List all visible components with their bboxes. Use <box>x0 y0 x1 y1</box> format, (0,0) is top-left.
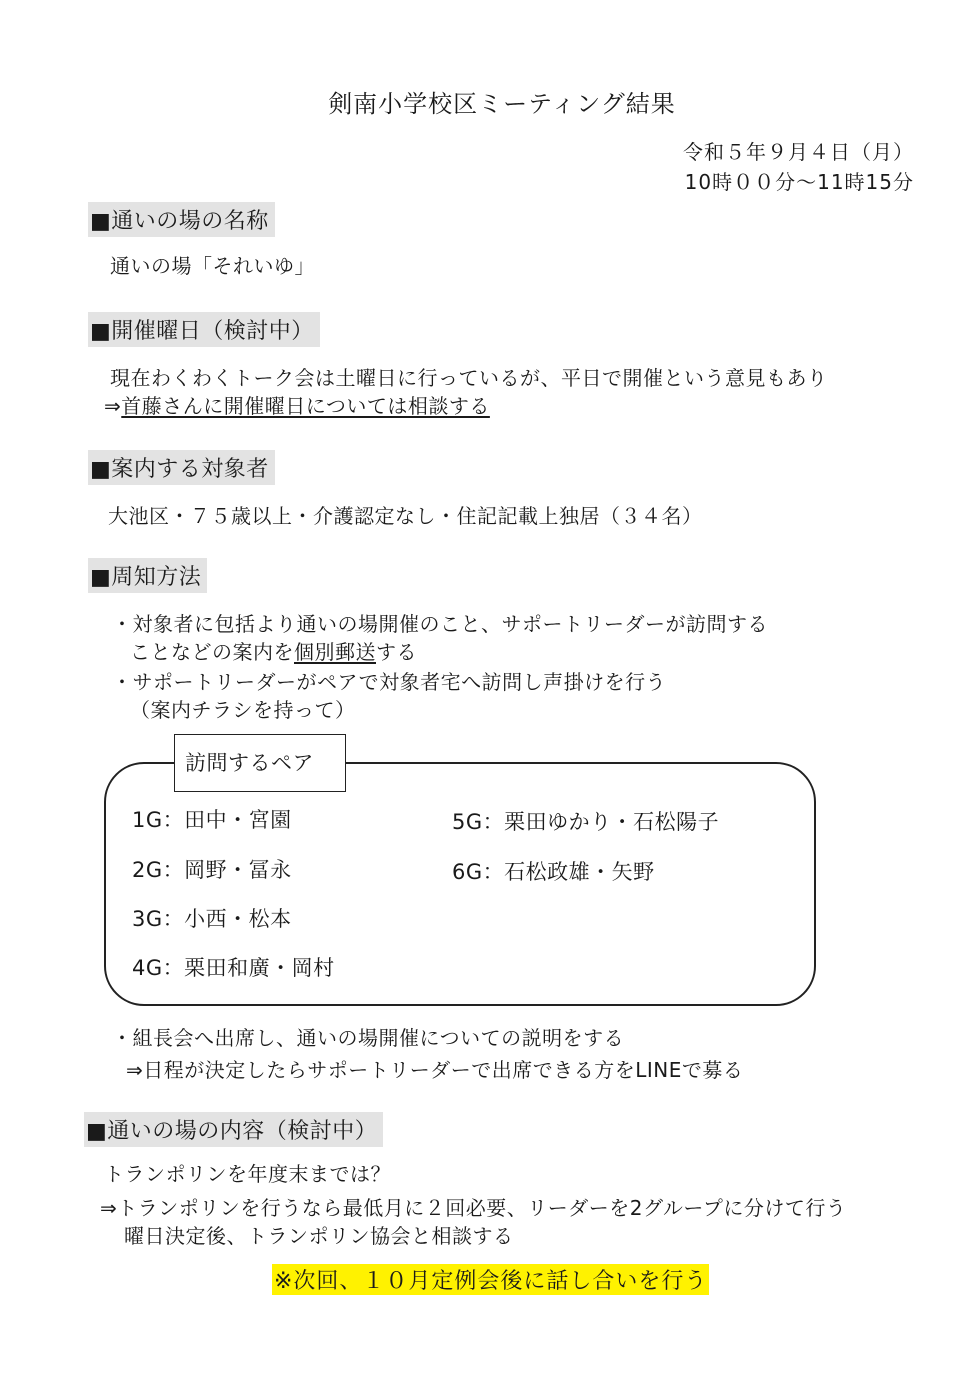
pair-group-3: 3G：小西・松本 <box>132 907 292 931</box>
notice-bullet-1-line-2 <box>130 636 417 665</box>
section-heading-notice: ■周知方法 <box>88 558 207 593</box>
day-action-underlined: 首藤さんに開催曜日については相談する <box>121 394 490 418</box>
notice-bullet-1-line-1: ・対象者に包括より通いの場開催のこと、サポートリーダーが訪問する <box>112 612 768 636</box>
notice-bullet-3-line-1: ・組長会へ出席し、通いの場開催についての説明をする <box>112 1026 625 1050</box>
arrow-symbol: ⇒ <box>104 394 122 418</box>
meeting-time: 10時００分～11時15分 <box>684 170 914 194</box>
content-line-2: ⇒トランポリンを行うなら最低月に２回必要、リーダーを2グループに分けて行う <box>100 1196 847 1220</box>
notice-bullet-2-line-1: ・サポートリーダーがペアで対象者宅へ訪問し声掛けを行う <box>112 670 667 694</box>
target-description: 大池区・７５歳以上・介護認定なし・住記記載上独居（３４名） <box>108 504 703 528</box>
pair-group-5: 5G：栗田ゆかり・石松陽子 <box>452 810 720 834</box>
section-heading-target: ■案内する対象者 <box>88 450 275 485</box>
section-heading-content: ■通いの場の内容（検討中） <box>84 1112 383 1147</box>
notice-bullet-2-line-2: （案内チラシを持って） <box>130 698 356 722</box>
visit-pairs-label: 訪問するペア <box>174 734 346 792</box>
pair-group-4: 4G：栗田和廣・岡村 <box>132 956 335 980</box>
content-line-1: トランポリンを年度末までは？ <box>104 1162 391 1186</box>
day-discussion-text: 現在わくわくトーク会は土曜日に行っているが、平日で開催という意見もあり <box>110 366 828 390</box>
content-line-3: 曜日決定後、トランポリン協会と相談する <box>124 1224 514 1248</box>
day-action-line <box>104 390 490 419</box>
section-heading-day: ■開催曜日（検討中） <box>88 312 320 347</box>
pair-group-6: 6G：石松政雄・矢野 <box>452 860 655 884</box>
document-title: 剣南小学校区ミーティング結果 <box>328 90 676 118</box>
venue-name-text: 通いの場「それいゆ」 <box>110 254 315 278</box>
pair-group-2: 2G：岡野・冨永 <box>132 858 292 882</box>
notice-text-pre: ことなどの案内を <box>130 640 294 664</box>
notice-text-post: する <box>376 640 417 664</box>
section-heading-name: ■通いの場の名称 <box>88 202 275 237</box>
notice-text-underlined: 個別郵送 <box>294 640 376 664</box>
pair-group-1: 1G：田中・宮園 <box>132 808 292 832</box>
next-meeting-note: ※次回、１０月定例会後に話し合いを行う <box>272 1264 709 1295</box>
notice-bullet-3-line-2: ⇒日程が決定したらサポートリーダーで出席できる方をLINEで募る <box>126 1058 744 1082</box>
meeting-date: 令和５年９月４日（月） <box>683 140 914 164</box>
